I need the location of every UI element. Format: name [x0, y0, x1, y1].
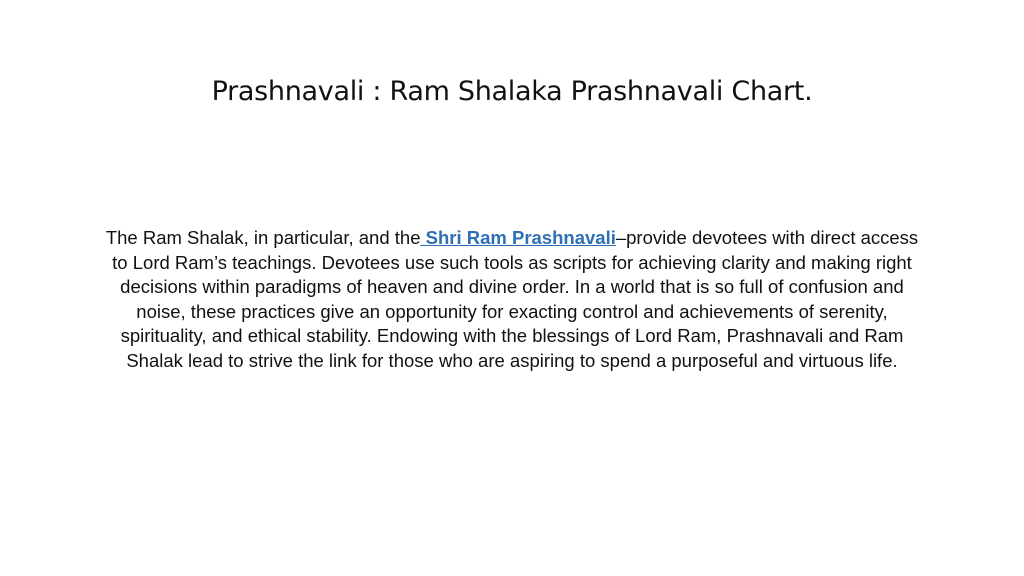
paragraph-text-start: The Ram Shalak, in particular, and the	[105, 227, 421, 248]
shri-ram-prashnavali-link[interactable]: Shri Ram Prashnavali	[420, 227, 616, 248]
paragraph-text-rest: –provide devotees with direct access to Lord Ram’s teachings. Devotees use such tools as scripts for achieving clarity and making right decisions within paradigms of heaven and divine order. In a world that is so full of confusion and noise, these practices give an opportunity for exacting control and achievements of serenity, spirituality, and ethical stability. Endowing with the blessings of Lord Ram, Prashnavali and Ram Shalak lead to strive the link for those who are aspiring to spend a purposeful and virtuous life.	[112, 227, 919, 371]
page-title: Prashnavali : Ram Shalaka Prashnavali Chart.	[211, 76, 813, 107]
body-paragraph	[100, 226, 924, 374]
